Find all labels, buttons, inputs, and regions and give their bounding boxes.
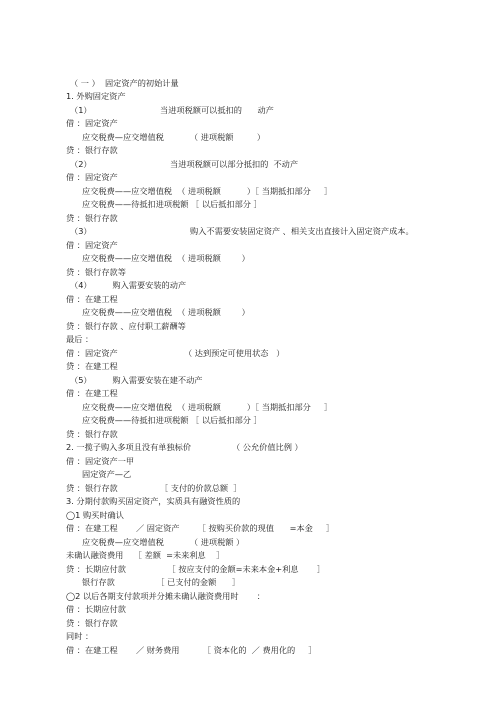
item-heading: ◯2 以后各期支付款项并分摊未确认融资费用时 ： — [66, 591, 265, 601]
subsection-heading: 3. 分期付款购买固定资产，实质具有融资性质的 — [66, 496, 241, 506]
journal-line: 借 ：长期应付款 — [66, 604, 126, 614]
journal-line: 应交税费——应交增值税 （ 进项税额 ）［ 当期抵扣部分 ］ — [82, 186, 333, 196]
item-number: （2） — [70, 159, 92, 169]
journal-line: 借 ：固定资产 — [66, 118, 118, 128]
journal-line: 贷 ：银行存款 — [66, 483, 118, 493]
journal-line: 贷 ：在建工程 — [66, 361, 118, 371]
journal-line: 应交税费——应交增值税 （ 进项税额 ） — [82, 253, 250, 263]
journal-line: 应交税费—应交增值税 （ 进项税额 ） — [82, 537, 245, 547]
journal-line: 贷 ：银行存款 — [66, 213, 118, 223]
journal-line: 借 ：固定资产 — [66, 240, 118, 250]
section-heading: （ 一 ） 固定资产的初始计量 — [70, 78, 179, 88]
journal-line: 应交税费—应交增值税 （ 进项税额 ） — [82, 132, 266, 142]
item-heading: 当进项税额可以抵扣的 动产 — [160, 105, 274, 115]
journal-note: （ 公允价值比例 ） — [232, 442, 303, 452]
item-heading: （4） 购入需要安装的动产 — [70, 280, 187, 290]
subsection-heading: 1. 外购固定资产 — [66, 91, 126, 101]
journal-line: 银行存款 ［ 已支付的金额 ］ — [82, 577, 241, 587]
journal-line: 借 ：在建工程 ／ 固定资产 ［ 按购买价款的现值 =本金 ］ — [66, 523, 335, 533]
journal-line: 同时 ： — [66, 631, 94, 641]
journal-line: 借 ：固定资产 — [66, 348, 118, 358]
journal-line: 贷 ：银行存款 — [66, 429, 118, 439]
journal-line: 借 ：在建工程 ／ 财务费用 ［ 资本化的 ／ 费用化的 ］ — [66, 645, 317, 655]
journal-line: 贷 ：银行存款 — [66, 618, 118, 628]
item-heading: （5） 购入需要安装在建不动产 — [70, 375, 203, 385]
item-heading: 购入不需要安装固定资产 、相关支出直接计入固定资产成本。 — [190, 226, 414, 236]
journal-line: 贷 ：银行存款等 — [66, 267, 126, 277]
journal-note: （ 达到预定可使用状态 ） — [184, 348, 285, 358]
journal-line: 借 ：在建工程 — [66, 294, 118, 304]
journal-line: 最后 ： — [66, 334, 94, 344]
journal-note: ［ 支付的价款总额 ］ — [160, 483, 242, 493]
item-number: （3） — [70, 226, 92, 236]
item-number: （1） — [70, 105, 92, 115]
journal-line: 应交税费——待抵扣进项税额 ［ 以后抵扣部分 ］ — [82, 415, 262, 425]
journal-line: 借 ：固定资产 — [66, 172, 118, 182]
journal-line: 固定资产—乙 — [82, 469, 132, 479]
journal-line: 应交税费——待抵扣进项税额 ［ 以后抵扣部分 ］ — [82, 199, 262, 209]
journal-line: 应交税费——应交增值税 （ 进项税额 ）［ 当期抵扣部分 ］ — [82, 402, 333, 412]
journal-line: 借 ：在建工程 — [66, 388, 118, 398]
journal-line: 贷 ：银行存款 — [66, 145, 118, 155]
journal-line: 贷 ：长期应付款 ［ 按应支付的金额=未来本金+利息 ］ — [66, 564, 325, 574]
item-heading: 当进项税额可以部分抵扣的 不动产 — [170, 159, 299, 169]
journal-line: 应交税费——应交增值税 （ 进项税额 ） — [82, 307, 250, 317]
journal-line: 贷 ：银行存款 、应付职工薪酬等 — [66, 321, 186, 331]
subsection-heading: 2. 一揽子购入多项且没有单独标价 — [66, 442, 192, 452]
journal-line: 未确认融资费用 ［ 差额 =未来利息 ］ — [66, 550, 225, 560]
item-heading: ◯1 购买时确认 — [66, 510, 124, 520]
journal-line: 借 ：固定资产一甲 — [66, 456, 135, 466]
